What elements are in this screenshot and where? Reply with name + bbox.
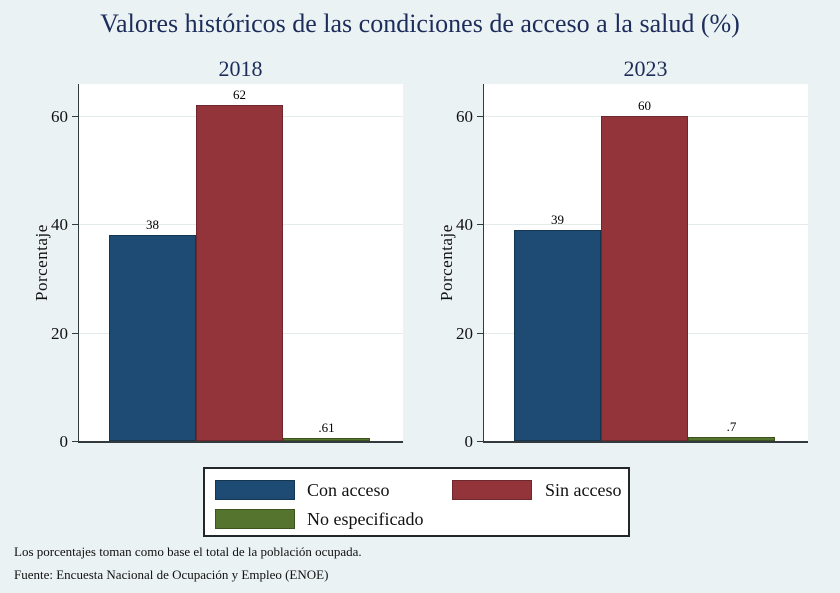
y-tick-label-40: 40 <box>51 215 68 235</box>
y-axis-line <box>78 84 79 441</box>
y-tick-label-20: 20 <box>456 323 473 343</box>
bar-value-label: 38 <box>146 217 159 233</box>
y-tick-label-40: 40 <box>456 215 473 235</box>
bar-value-label: 62 <box>233 87 246 103</box>
x-axis-line <box>78 441 403 443</box>
y-axis-label: Porcentaje <box>437 224 456 301</box>
chart-title: Valores históricos de las condiciones de acceso a la salud (%) <box>100 9 740 38</box>
footnote-base: Los porcentajes toman como base el total de la población ocupada. <box>14 544 362 559</box>
x-axis-line <box>483 441 808 443</box>
legend-label-sin-acceso: Sin acceso <box>545 480 622 500</box>
legend <box>203 467 630 537</box>
bar-sin-acceso <box>196 105 283 441</box>
y-tick-label-60: 60 <box>51 106 68 126</box>
bar-value-label: .7 <box>726 419 737 435</box>
bar-value-label: 39 <box>551 211 564 227</box>
bar-con-acceso <box>109 235 196 441</box>
plot-area-2018 <box>78 84 403 441</box>
bar-con-acceso <box>514 230 601 441</box>
panel-title-2018: 2018 <box>218 56 263 81</box>
plot-area-2023 <box>483 84 808 441</box>
y-axis-line <box>483 84 484 441</box>
y-tick-label-20: 20 <box>51 323 68 343</box>
panel-title-2023: 2023 <box>623 56 668 81</box>
bar-value-label: .61 <box>318 419 335 435</box>
bar-sin-acceso <box>601 116 688 441</box>
legend-label-con-acceso: Con acceso <box>307 480 390 500</box>
legend-swatch-no-especificado <box>215 509 295 529</box>
footnote-source: Fuente: Encuesta Nacional de Ocupación y Empleo (ENOE) <box>14 567 329 582</box>
y-tick-label-0: 0 <box>464 432 473 451</box>
legend-swatch-sin-acceso <box>452 480 532 500</box>
y-tick-label-0: 0 <box>59 432 68 451</box>
y-axis-label: Porcentaje <box>32 224 51 301</box>
legend-swatch-con-acceso <box>215 480 295 500</box>
y-tick-label-60: 60 <box>456 106 473 126</box>
legend-label-no-especificado: No especificado <box>307 509 424 529</box>
bar-value-label: 60 <box>638 97 651 113</box>
